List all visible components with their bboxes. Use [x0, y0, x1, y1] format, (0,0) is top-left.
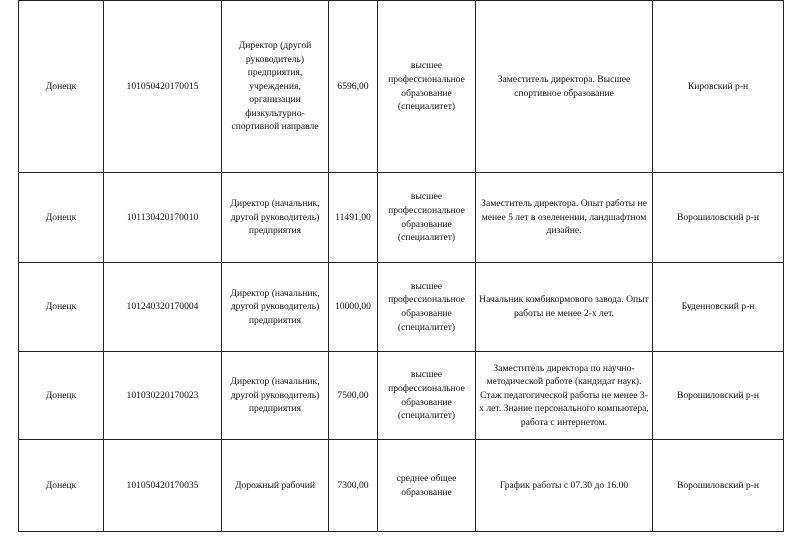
requirements-cell: Начальник комбикормового завода. Опыт работы не менее 2-х лет.	[476, 263, 653, 352]
vacancy-code-cell: 101240320170004	[104, 263, 222, 352]
salary-cell: 7300,00	[329, 440, 378, 532]
salary-cell: 6596,00	[329, 1, 378, 173]
vacancy-code-cell: 101050420170015	[104, 1, 222, 173]
position-cell: Директор (начальник, другой руководитель) предприятия	[222, 173, 329, 263]
table-row	[19, 1, 784, 173]
salary-cell: 11491,00	[329, 173, 378, 263]
city-cell: Донецк	[19, 352, 104, 440]
requirements-cell: Заместитель директора по научно-методической работе (кандидат наук). Стаж педагогической работы не менее 3-х лет. Знание персонального компьютера, работа с интернетом.	[476, 352, 653, 440]
district-cell: Ворошиловский р-н	[653, 352, 784, 440]
city-cell: Донецк	[19, 440, 104, 532]
education-cell: высшее профессиональное образование (специалитет)	[378, 352, 476, 440]
district-cell: Ворошиловский р-н	[653, 173, 784, 263]
salary-cell: 10000,00	[329, 263, 378, 352]
table-row	[19, 263, 784, 352]
education-cell: высшее профессиональное образование (специалитет)	[378, 1, 476, 173]
table-row	[19, 173, 784, 263]
position-cell: Дорожный рабочий	[222, 440, 329, 532]
education-cell: высшее профессиональное образование (специалитет)	[378, 173, 476, 263]
requirements-cell: Заместитель директора. Опыт работы не менее 5 лет в озеленении, ландшафтном дизайне.	[476, 173, 653, 263]
city-cell: Донецк	[19, 1, 104, 173]
city-cell: Донецк	[19, 263, 104, 352]
city-cell: Донецк	[19, 173, 104, 263]
salary-cell: 7500,00	[329, 352, 378, 440]
position-cell: Директор (начальник, другой руководитель) предприятия	[222, 352, 329, 440]
education-cell: среднее общее образование	[378, 440, 476, 532]
district-cell: Ворошиловский р-н	[653, 440, 784, 532]
position-cell: Директор (начальник, другой руководитель) предприятия	[222, 263, 329, 352]
vacancy-table	[18, 0, 784, 532]
table-row	[19, 440, 784, 532]
position-cell: Директор (другой руководитель) предприятия, учреждения, организации физкультурно-спортивной направле	[222, 1, 329, 173]
vacancy-code-cell: 101130420170010	[104, 173, 222, 263]
table-row	[19, 352, 784, 440]
requirements-cell: Заместитель директора. Высшее спортивное образование	[476, 1, 653, 173]
requirements-cell: График работы с 07.30 до 16.00	[476, 440, 653, 532]
vacancy-code-cell: 101050420170035	[104, 440, 222, 532]
vacancy-code-cell: 101030220170023	[104, 352, 222, 440]
education-cell: высшее профессиональное образование (специалитет)	[378, 263, 476, 352]
district-cell: Буденновский р-н	[653, 263, 784, 352]
district-cell: Кировский р-н	[653, 1, 784, 173]
